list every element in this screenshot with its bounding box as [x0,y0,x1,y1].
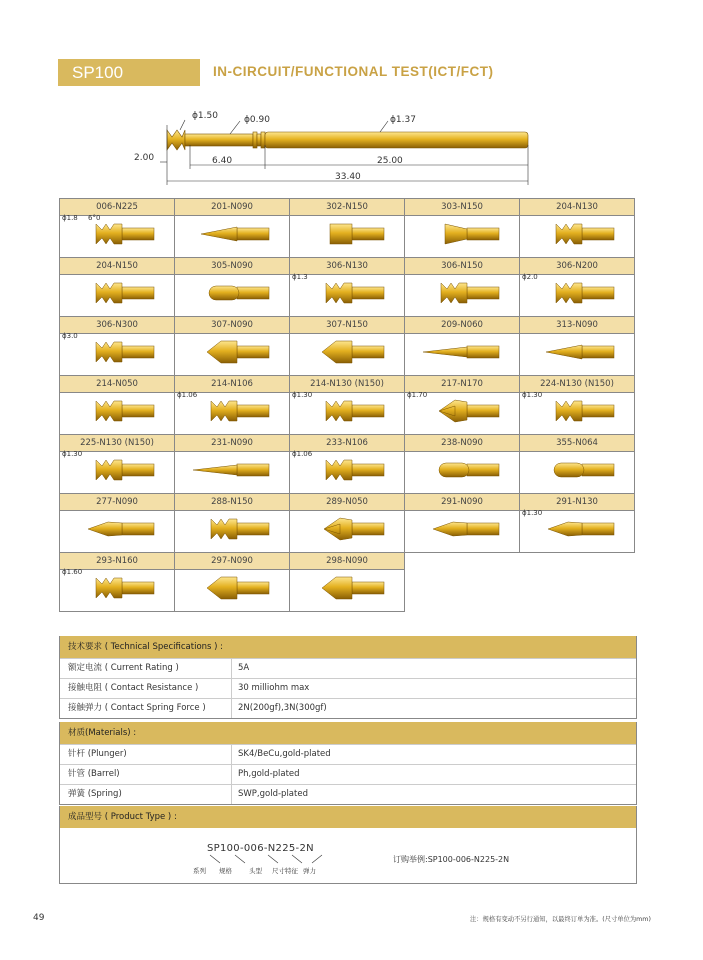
product-code-diagram [60,828,636,882]
code-part-tip: 头型 [249,867,262,875]
tip-cell [59,552,175,612]
tip-code-label: 313-N090 [520,317,634,334]
tip-diameter-label: ϕ1.3 [292,273,308,281]
tip-code-label: 201-N090 [175,199,289,216]
spec-row [60,678,636,698]
tip-cell [289,375,405,435]
tip-diameter-label: ϕ1.8 [62,214,78,222]
spec-value: SWP,gold-plated [238,789,308,799]
tip-cell [404,316,520,376]
tip-code-label: 306-N130 [290,258,404,275]
tip-code-label: 231-N090 [175,435,289,452]
spec-value: 2N(200gf),3N(300gf) [238,703,327,713]
tip-shape-illustration [175,451,289,493]
code-part-size: 尺寸特征 [272,867,298,875]
dim-head-diameter: ϕ1.50 [192,111,218,121]
tip-code-label: 291-N090 [405,494,519,511]
tip-shape-illustration [175,569,289,611]
tip-cell [519,316,635,376]
tech-spec-table [59,636,637,719]
materials-table [59,722,637,805]
tip-cell [59,316,175,376]
product-code: SP100-006-N225-2N [207,843,314,854]
tip-cell [174,375,290,435]
dim-tip-length: 2.00 [134,153,155,163]
tip-cell [174,257,290,317]
materials-heading: 材质(Materials) : [60,722,636,744]
tip-shape-illustration [290,510,404,552]
tip-shape-illustration [520,333,634,375]
tip-shape-illustration [405,274,519,316]
tip-cell [404,375,520,435]
tip-shape-illustration [520,215,634,257]
tip-code-label: 305-N090 [175,258,289,275]
tip-code-label: 291-N130 [520,494,634,511]
code-part-force: 弹力 [303,867,316,875]
dim-neck-diameter: ϕ0.90 [244,115,270,125]
tip-cell [519,198,635,258]
tip-diameter-label: ϕ3.0 [62,332,78,340]
tip-cell [404,434,520,494]
spec-key: 接触电阻 ( Contact Resistance ) [60,679,232,698]
tip-code-label: 289-N050 [290,494,404,511]
spec-key: 针杆 (Plunger) [60,745,232,764]
tech-spec-heading: 技术要求 ( Technical Specifications ) : [60,636,636,658]
tip-cell [59,198,175,258]
tip-shape-illustration [520,451,634,493]
tip-code-label: 306-N300 [60,317,174,334]
tip-cell [289,198,405,258]
tip-cell [174,198,290,258]
tip-shape-illustration [290,215,404,257]
tip-cell [59,375,175,435]
dim-barrel-diameter: ϕ1.37 [390,115,416,125]
code-part-spec: 规格 [219,867,232,875]
tip-code-label: 297-N090 [175,553,289,570]
tip-cell [289,316,405,376]
tip-angle-label: 6°0 [88,214,101,222]
tip-code-label: 293-N160 [60,553,174,570]
tip-code-label: 355-N064 [520,435,634,452]
tip-shape-illustration [175,510,289,552]
tip-code-label: 214-N050 [60,376,174,393]
tip-shape-illustration [290,333,404,375]
tip-cell [404,198,520,258]
tip-diameter-label: ϕ1.06 [292,450,313,458]
tip-code-label: 233-N106 [290,435,404,452]
tip-cell [289,257,405,317]
probe-dimension-drawing [130,105,550,190]
dim-total-length: 33.40 [335,172,361,182]
tip-diameter-label: ϕ1.06 [177,391,198,399]
tip-shape-illustration [290,569,404,611]
tip-shape-illustration [60,392,174,434]
spec-value: 5A [238,663,250,673]
tip-code-label: 302-N150 [290,199,404,216]
spec-value: 30 milliohm max [238,683,310,693]
tip-cell [59,434,175,494]
tip-code-label: 303-N150 [405,199,519,216]
tip-cell [519,257,635,317]
tip-cell [289,552,405,612]
series-badge: SP100 [58,59,200,86]
tip-cell [289,493,405,553]
tip-shape-illustration [60,510,174,552]
tip-shape-illustration [405,510,519,552]
tip-code-label: 214-N106 [175,376,289,393]
tip-cell [59,493,175,553]
tip-shape-illustration [175,215,289,257]
spec-value: SK4/BeCu,gold-plated [238,749,331,759]
tip-code-label: 217-N170 [405,376,519,393]
dim-plunger-length: 6.40 [212,156,233,166]
spec-key: 弹簧 (Spring) [60,785,232,804]
tip-code-label: 214-N130 (N150) [290,376,404,393]
tip-cell [404,257,520,317]
tip-cell [404,493,520,553]
tip-shape-illustration [405,215,519,257]
tip-shape-illustration [175,333,289,375]
spec-key: 额定电流 ( Current Rating ) [60,659,232,678]
tip-cell [519,493,635,553]
tip-shape-illustration [405,333,519,375]
spec-row [60,744,636,764]
tip-code-label: 306-N150 [405,258,519,275]
tip-shape-illustration [405,451,519,493]
tip-shape-illustration [175,274,289,316]
tip-code-label: 288-N150 [175,494,289,511]
tip-code-label: 209-N060 [405,317,519,334]
code-part-series: 系列 [193,867,206,875]
tip-code-label: 224-N130 (N150) [520,376,634,393]
tip-diameter-label: ϕ1.30 [522,391,543,399]
spec-row [60,658,636,678]
page-title: IN-CIRCUIT/FUNCTIONAL TEST(ICT/FCT) [213,64,494,79]
tip-code-label: 298-N090 [290,553,404,570]
tip-diameter-label: ϕ2.0 [522,273,538,281]
spec-key: 接触弹力 ( Contact Spring Force ) [60,699,232,718]
page-number: 49 [33,913,45,923]
tip-diameter-label: ϕ1.30 [62,450,83,458]
tip-cell [59,257,175,317]
tip-code-label: 225-N130 (N150) [60,435,174,452]
probe-illustration [167,130,528,150]
tip-code-label: 307-N150 [290,317,404,334]
tip-cell [174,493,290,553]
tip-cell [174,552,290,612]
tip-code-label: 307-N090 [175,317,289,334]
spec-row [60,764,636,784]
tip-diameter-label: ϕ1.70 [407,391,428,399]
product-type-table [59,806,637,884]
tip-code-label: 277-N090 [60,494,174,511]
tip-diameter-label: ϕ1.30 [292,391,313,399]
footer-note: 注：规格有变动不另行通知，以最终订单为准。(尺寸单位为mm) [470,916,651,923]
tip-cell [174,434,290,494]
tip-cell [174,316,290,376]
tip-diameter-label: ϕ1.30 [522,509,543,517]
tip-code-label: 204-N150 [60,258,174,275]
tip-cell [519,375,635,435]
tip-code-label: 306-N200 [520,258,634,275]
tip-code-label: 006-N225 [60,199,174,216]
spec-key: 针管 (Barrel) [60,765,232,784]
tip-cell [289,434,405,494]
product-type-heading: 成品型号 ( Product Type ) : [60,806,636,828]
dim-barrel-length: 25.00 [377,156,403,166]
tip-shape-illustration [60,274,174,316]
tip-code-label: 238-N090 [405,435,519,452]
spec-row [60,698,636,718]
spec-row [60,784,636,804]
spec-value: Ph,gold-plated [238,769,300,779]
order-example: 订购举例:SP100-006-N225-2N [393,855,510,864]
tip-diameter-label: ϕ1.60 [62,568,83,576]
tip-cell [519,434,635,494]
tip-code-label: 204-N130 [520,199,634,216]
